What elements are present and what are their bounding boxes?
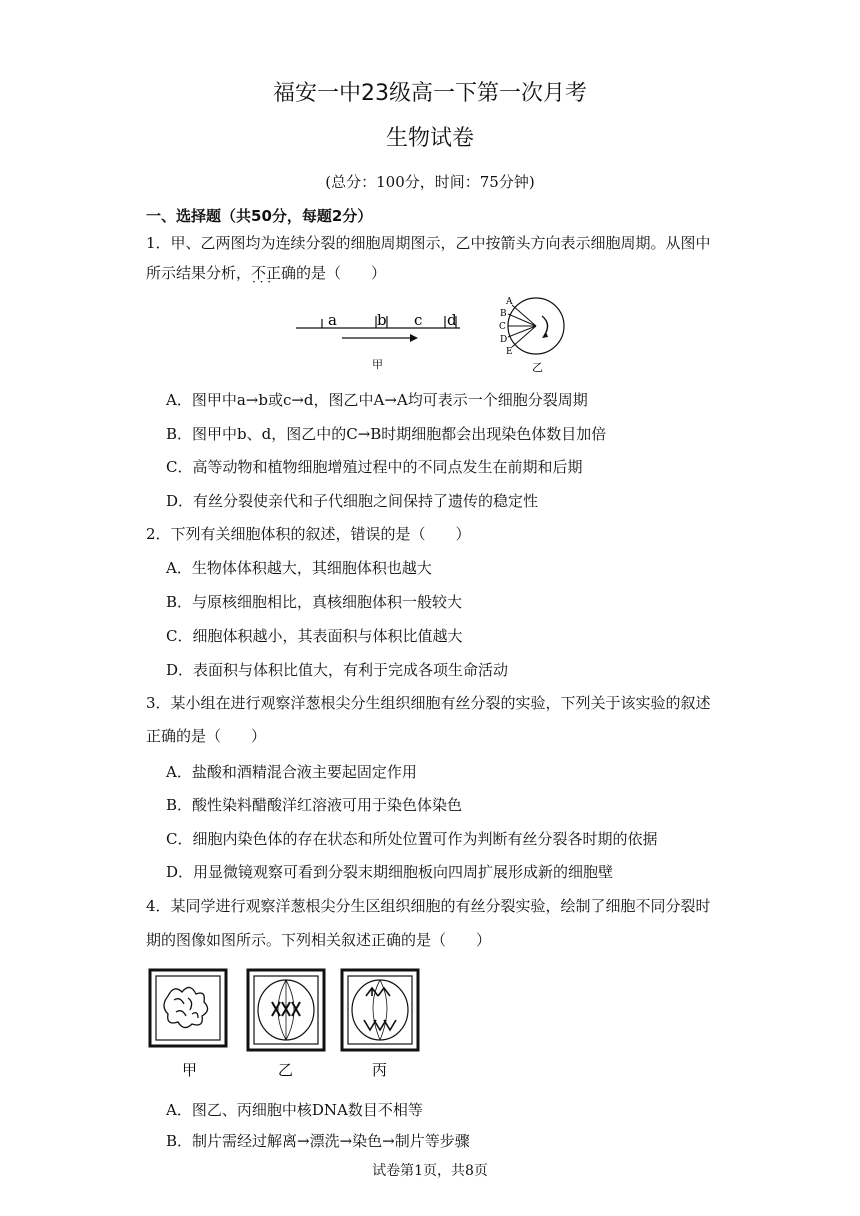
q1-stem-emphasis: 不正确 · · · [251, 264, 296, 282]
fig-jia-label-c: c [414, 311, 423, 329]
exam-subject: 生物试卷 [385, 126, 474, 151]
q1-stem-pre: 所示结果分析， [146, 264, 252, 282]
fig4-caption-bing: 丙 [372, 1061, 388, 1079]
fig-jia-caption: 甲 [372, 358, 383, 371]
fig-yi-label-B: B [500, 309, 507, 319]
q3-option-d: D．用显微镜观察可看到分裂末期细胞板向四周扩展形成新的细胞壁 [166, 863, 614, 881]
fig4-caption-yi: 乙 [278, 1061, 294, 1079]
fig-yi-caption: 乙 [532, 361, 543, 374]
q1-stem-line1: 1．甲、乙两图均为连续分裂的细胞周期图示，乙中按箭头方向表示细胞周期。从图中 [146, 234, 711, 252]
q3-option-b: B．酸性染料醋酸洋红溶液可用于染色体染色 [166, 796, 463, 814]
q4-option-b: B．制片需经过解离→漂洗→染色→制片等步骤 [166, 1132, 470, 1150]
q4-stem-line2: 期的图像如图所示。下列相关叙述正确的是（ ） [146, 931, 492, 949]
q2-option-b: B．与原核细胞相比，真核细胞体积一般较大 [166, 593, 463, 611]
q2-option-a: A．生物体体积越大，其细胞体积也越大 [166, 559, 432, 577]
section-heading: 一、选择题（共50分，每题2分） [146, 207, 373, 225]
q1-option-c: C．高等动物和植物细胞增殖过程中的不同点发生在前期和后期 [166, 458, 583, 476]
fig-yi-label-E: E [506, 347, 513, 357]
q1-stem-line2 [146, 262, 386, 283]
q3-stem-line1: 3．某小组在进行观察洋葱根尖分生组织细胞有丝分裂的实验，下列关于该实验的叙述 [146, 694, 711, 712]
q1-option-a: A．图甲中a→b或c→d，图乙中A→A均可表示一个细胞分裂周期 [166, 391, 588, 409]
q2-option-d: D．表面积与体积比值大，有利于完成各项生命活动 [166, 661, 509, 679]
fig-jia-label-d: d [447, 311, 457, 329]
q2-stem: 2．下列有关细胞体积的叙述，错误的是（ ） [146, 525, 471, 543]
fig-jia-label-b: b [377, 311, 387, 329]
fig-yi-label-C: C [499, 322, 506, 332]
q1-option-b: B．图甲中b、d，图乙中的C→B时期细胞都会出现染色体数目加倍 [166, 425, 607, 443]
q3-option-a: A．盐酸和酒精混合液主要起固定作用 [166, 763, 417, 781]
q4-figure [146, 966, 436, 1084]
page-footer: 试卷第1页，共8页 [372, 1163, 488, 1179]
q4-stem-line1: 4．某同学进行观察洋葱根尖分生区组织细胞的有丝分裂实验，绘制了细胞不同分裂时 [146, 897, 711, 915]
q4-option-a: A．图乙、丙细胞中核DNA数目不相等 [166, 1101, 423, 1119]
q1-figure [290, 292, 580, 380]
q1-stem-post: 的是（ ） [296, 264, 387, 282]
fig4-caption-jia: 甲 [182, 1061, 198, 1079]
fig-yi-label-D: D [500, 335, 508, 345]
q3-option-c: C．细胞内染色体的存在状态和所处位置可作为判断有丝分裂各时期的依据 [166, 830, 658, 848]
q3-stem-line2: 正确的是（ ） [146, 727, 267, 745]
exam-title: 福安一中23级高一下第一次月考 [273, 81, 587, 106]
fig-yi-label-A: A [506, 297, 513, 307]
q1-option-d: D．有丝分裂使亲代和子代细胞之间保持了遗传的稳定性 [166, 492, 539, 510]
exam-info: (总分：100分，时间：75分钟) [325, 173, 535, 191]
q2-option-c: C．细胞体积越小，其表面积与体积比值越大 [166, 627, 463, 645]
fig-jia-label-a: a [328, 311, 337, 329]
